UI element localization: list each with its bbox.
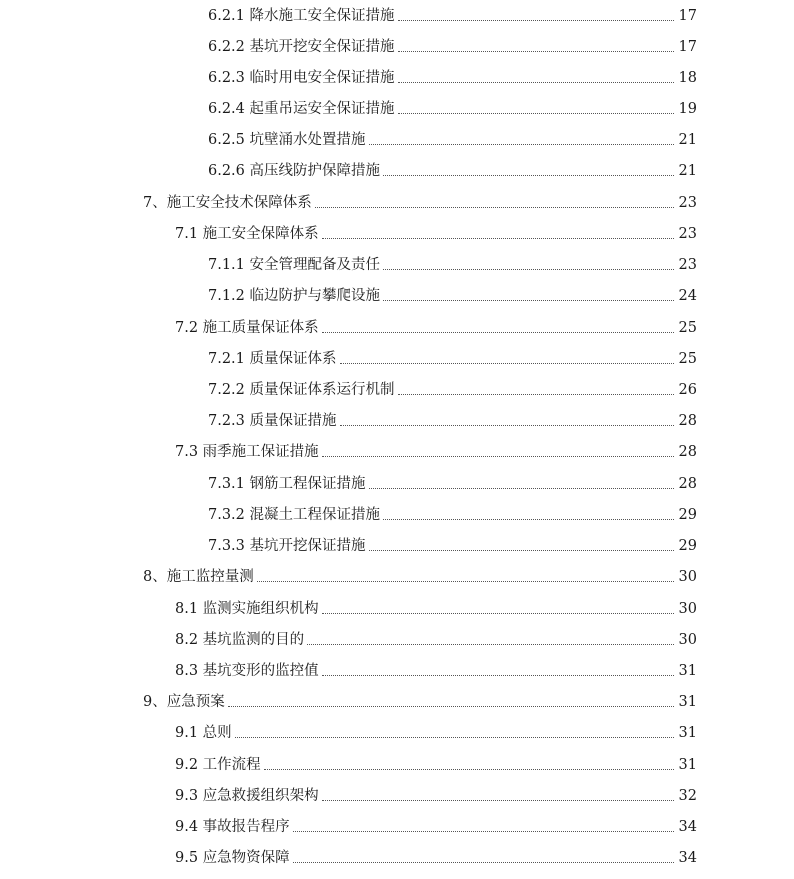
toc-page-number: 25 [678,320,697,336]
toc-entry-label: 8.2 基坑监测的目的 [175,632,305,648]
dot-leader [398,394,674,395]
toc-page-number: 29 [678,507,697,523]
toc-entry[interactable] [208,127,697,149]
toc-entry[interactable] [208,377,697,399]
toc-entry-label: 7.3.1 钢筋工程保证措施 [208,476,366,492]
dot-leader [322,800,674,801]
dot-leader [369,550,674,551]
toc-entry[interactable] [175,315,697,337]
dot-leader [322,332,674,333]
dot-leader [398,20,674,21]
toc-entry[interactable] [208,3,697,25]
toc-page-number: 31 [678,725,697,741]
dot-leader [264,769,674,770]
toc-entry-label: 6.2.2 基坑开挖安全保证措施 [208,39,395,55]
toc-entry-label: 6.2.4 起重吊运安全保证措施 [208,101,395,117]
toc-page-number: 30 [678,569,697,585]
toc-entry[interactable] [208,471,697,493]
toc-entry-label: 9.4 事故报告程序 [175,819,290,835]
toc-entry-label: 7.2.3 质量保证措施 [208,413,337,429]
toc-entry[interactable] [175,783,697,805]
toc-page-number: 17 [678,39,697,55]
dot-leader [340,425,674,426]
toc-entry-label: 7.1 施工安全保障体系 [175,226,319,242]
dot-leader [228,706,674,707]
toc-page-number: 34 [678,850,697,866]
toc-entry[interactable] [175,596,697,618]
toc-page-number: 23 [678,257,697,273]
toc-entry-label: 7.3 雨季施工保证措施 [175,444,319,460]
toc-entry-label: 9、应急预案 [143,694,225,710]
dot-leader [398,82,674,83]
dot-leader [383,175,674,176]
toc-page-number: 31 [678,663,697,679]
toc-entry-label: 7、施工安全技术保障体系 [143,195,312,211]
toc-entry[interactable] [208,34,697,56]
toc-entry-label: 7.3.2 混凝土工程保证措施 [208,507,381,523]
dot-leader [369,144,674,145]
dot-leader [383,519,674,520]
toc-page-number: 29 [678,538,697,554]
toc-page-number: 30 [678,632,697,648]
toc-entry-label: 7.1.1 安全管理配备及责任 [208,257,381,273]
toc-entry[interactable] [208,283,697,305]
toc-entry-label: 7.2 施工质量保证体系 [175,320,319,336]
toc-entry[interactable] [175,845,697,867]
toc-entry[interactable] [208,346,697,368]
toc-page-number: 19 [678,101,697,117]
toc-entry-label: 7.1.2 临边防护与攀爬设施 [208,288,381,304]
dot-leader [322,456,674,457]
dot-leader [257,581,674,582]
toc-entry-label: 9.3 应急救援组织架构 [175,788,319,804]
toc-entry[interactable] [208,158,697,180]
toc-page-number: 17 [678,8,697,24]
toc-entry[interactable] [143,564,697,586]
dot-leader [307,644,674,645]
toc-page-number: 32 [678,788,697,804]
toc-entry-label: 6.2.3 临时用电安全保证措施 [208,70,395,86]
toc-entry[interactable] [175,658,697,680]
toc-entry[interactable] [208,252,697,274]
toc-entry-label: 9.1 总则 [175,725,232,741]
toc-entry[interactable] [175,720,697,742]
toc-entry-label: 7.2.1 质量保证体系 [208,351,337,367]
toc-page-number: 23 [678,226,697,242]
toc-entry-label: 8.1 监测实施组织机构 [175,601,319,617]
toc-page-number: 28 [678,476,697,492]
toc-entry[interactable] [208,502,697,524]
toc-entry[interactable] [175,814,697,836]
toc-entry[interactable] [208,96,697,118]
dot-leader [322,675,674,676]
toc-page-number: 31 [678,694,697,710]
dot-leader [322,613,674,614]
toc-page-number: 23 [678,195,697,211]
dot-leader [398,113,674,114]
toc-page-number: 26 [678,382,697,398]
toc-entry[interactable] [208,65,697,87]
toc-entry[interactable] [208,408,697,430]
toc-entry-label: 6.2.5 坑壁涌水处置措施 [208,132,366,148]
toc-entry[interactable] [175,627,697,649]
dot-leader [315,207,674,208]
dot-leader [369,488,674,489]
dot-leader [322,238,674,239]
toc-entry-label: 9.2 工作流程 [175,757,261,773]
dot-leader [293,862,674,863]
toc-entry-label: 7.2.2 质量保证体系运行机制 [208,382,395,398]
toc-entry-label: 8、施工监控量测 [143,569,254,585]
dot-leader [383,269,674,270]
dot-leader [340,363,674,364]
toc-page-number: 30 [678,601,697,617]
toc-page-number: 18 [678,70,697,86]
toc-entry[interactable] [208,533,697,555]
toc-page-number: 21 [678,163,697,179]
toc-entry-label: 8.3 基坑变形的监控值 [175,663,319,679]
toc-entry[interactable] [175,439,697,461]
toc-entry[interactable] [175,221,697,243]
toc-entry[interactable] [143,689,697,711]
toc-entry-label: 9.5 应急物资保障 [175,850,290,866]
toc-page-number: 25 [678,351,697,367]
toc-entry-label: 7.3.3 基坑开挖保证措施 [208,538,366,554]
toc-page-number: 28 [678,444,697,460]
toc-page-number: 24 [678,288,697,304]
dot-leader [293,831,674,832]
toc-page-number: 31 [678,757,697,773]
toc-entry[interactable] [175,752,697,774]
toc-entry-label: 6.2.1 降水施工安全保证措施 [208,8,395,24]
dot-leader [383,300,674,301]
dot-leader [235,737,674,738]
toc-page-number: 34 [678,819,697,835]
toc-entry[interactable] [143,190,697,212]
toc-page-number: 21 [678,132,697,148]
toc-entry-label: 6.2.6 高压线防护保障措施 [208,163,381,179]
dot-leader [398,51,674,52]
toc-page-number: 28 [678,413,697,429]
